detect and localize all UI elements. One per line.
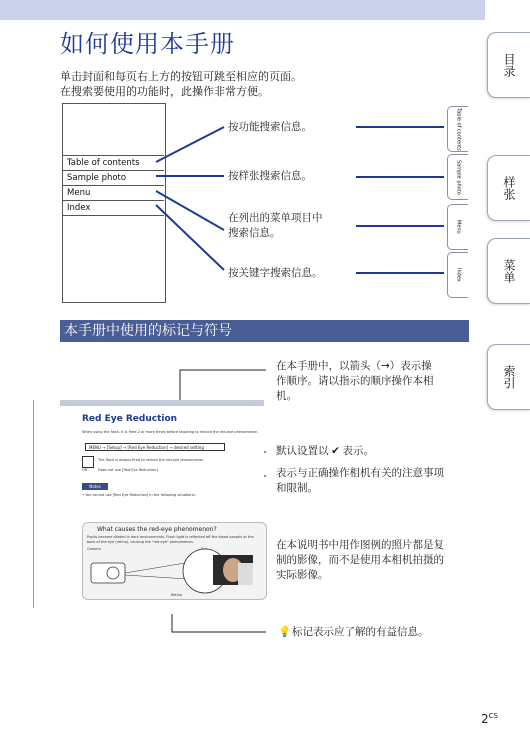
manual-tip-box (82, 522, 267, 600)
manual-path: MENU → [Setup] → [Red Eye Reduction] → desired setting (85, 443, 225, 451)
manual-tip-body: Pupils become dilated in dark environments. Flash light is reflected off the blood vessels at the back of the eye (retina), causing the "red-eye" phenomenon. (87, 535, 254, 544)
manual-notes-text: • You cannot use [Red Eye Reduction] in the following situations: (82, 493, 196, 497)
section-header: 本手册中使用的标记与符号 (60, 320, 469, 342)
side-tab-label: 索引 (502, 365, 516, 389)
mini-tab-index[interactable] (447, 252, 468, 298)
manual-notes-label: Notes (82, 483, 108, 490)
manual-title: Red Eye Reduction (82, 414, 178, 424)
manual-body: When using the flash, it is fired 2 or more times before shooting to reduce the red-eye phenomenon. (82, 430, 259, 434)
photo-line-2: 制的影像，而不是使用本相机拍摄的 (276, 554, 444, 566)
symbol-arrow-desc (276, 359, 434, 404)
arrow-line-3: 机。 (276, 390, 297, 402)
menu-item-table-of-contents[interactable]: Table of contents (63, 155, 164, 171)
manual-row-2-label: Off (82, 468, 88, 472)
page-number (481, 712, 498, 726)
notes-line-1: 表示与正确操作相机有关的注意事项 (276, 467, 444, 479)
manual-row-2: Does not use [Red Eye Reduction]. (98, 468, 159, 472)
side-tab-label: 目录 (502, 53, 516, 77)
page-title: 如何使用本手册 (60, 30, 235, 58)
arrow-line-2: 作顺序。请以指示的顺序操作本相 (276, 375, 434, 387)
intro-line-2: 在搜索要使用的功能时，此操作非常方便。 (60, 85, 269, 98)
side-tab-contents[interactable] (487, 32, 530, 98)
default-text-b: 表示。 (342, 445, 374, 457)
manual-margin-line (33, 400, 34, 608)
manual-tip-title: What causes the red-eye phenomenon? (97, 526, 217, 533)
manual-sample-page (60, 400, 264, 614)
symbol-photo-desc (276, 538, 444, 583)
default-text-a: 默认设置以 (276, 445, 329, 457)
mini-tab-menu[interactable] (447, 204, 468, 250)
photo-line-3: 实际影像。 (276, 569, 329, 581)
side-tab-sample[interactable] (487, 155, 530, 221)
default-icon-box (82, 456, 94, 468)
side-tab-menu[interactable] (487, 238, 530, 304)
page-number-suffix: CS (488, 712, 498, 720)
label-retina: Retina (171, 593, 183, 597)
label-camera: Camera (87, 547, 101, 551)
checkmark-icon: ✔ (331, 445, 340, 457)
menu-item-index[interactable]: Index (63, 201, 164, 216)
mini-tab-label: Table of contents (455, 107, 462, 151)
red-eye-diagram (83, 525, 263, 597)
side-tab-label: 菜单 (502, 259, 516, 283)
mini-tab-table-of-contents[interactable] (447, 106, 468, 152)
page-number-value: 2 (481, 712, 489, 726)
mini-tab-sample-photo[interactable] (447, 154, 468, 200)
manual-row-1: The flash is always fired to reduce the red-eye phenomenon. (98, 458, 205, 462)
side-tab-label: 样张 (502, 176, 516, 200)
symbol-tip-desc (278, 625, 429, 640)
photo-line-1: 在本说明书中用作图例的照片都是复 (276, 539, 444, 551)
symbol-default-desc (276, 444, 374, 459)
arrow-line-1: 在本手册中，以箭头（→）表示操 (276, 360, 432, 372)
lightbulb-icon: 💡 (278, 626, 292, 638)
desc-menu (228, 211, 323, 241)
desc-toc: 按功能搜索信息。 (228, 121, 312, 133)
notes-line-2: 和限制。 (276, 482, 318, 494)
desc-menu-line-2: 搜索信息。 (228, 227, 281, 239)
mini-tab-label: Sample photo (455, 159, 462, 195)
intro-line-1: 单击封面和每页右上方的按钮可跳至相应的页面。 (60, 70, 302, 83)
menu-item-menu[interactable]: Menu (63, 186, 164, 201)
symbol-notes-desc (276, 466, 444, 496)
desc-menu-line-1: 在列出的菜单项目中 (228, 212, 323, 224)
side-tab-index[interactable] (487, 344, 530, 410)
mini-tab-label: Menu (455, 220, 462, 234)
desc-sample: 按样张搜索信息。 (228, 170, 312, 182)
desc-index: 按关键字搜索信息。 (228, 267, 323, 279)
menu-item-sample-photo[interactable]: Sample photo (63, 171, 164, 186)
mini-tab-label: Index (455, 268, 462, 282)
tip-text: 标记表示应了解的有益信息。 (292, 626, 429, 638)
